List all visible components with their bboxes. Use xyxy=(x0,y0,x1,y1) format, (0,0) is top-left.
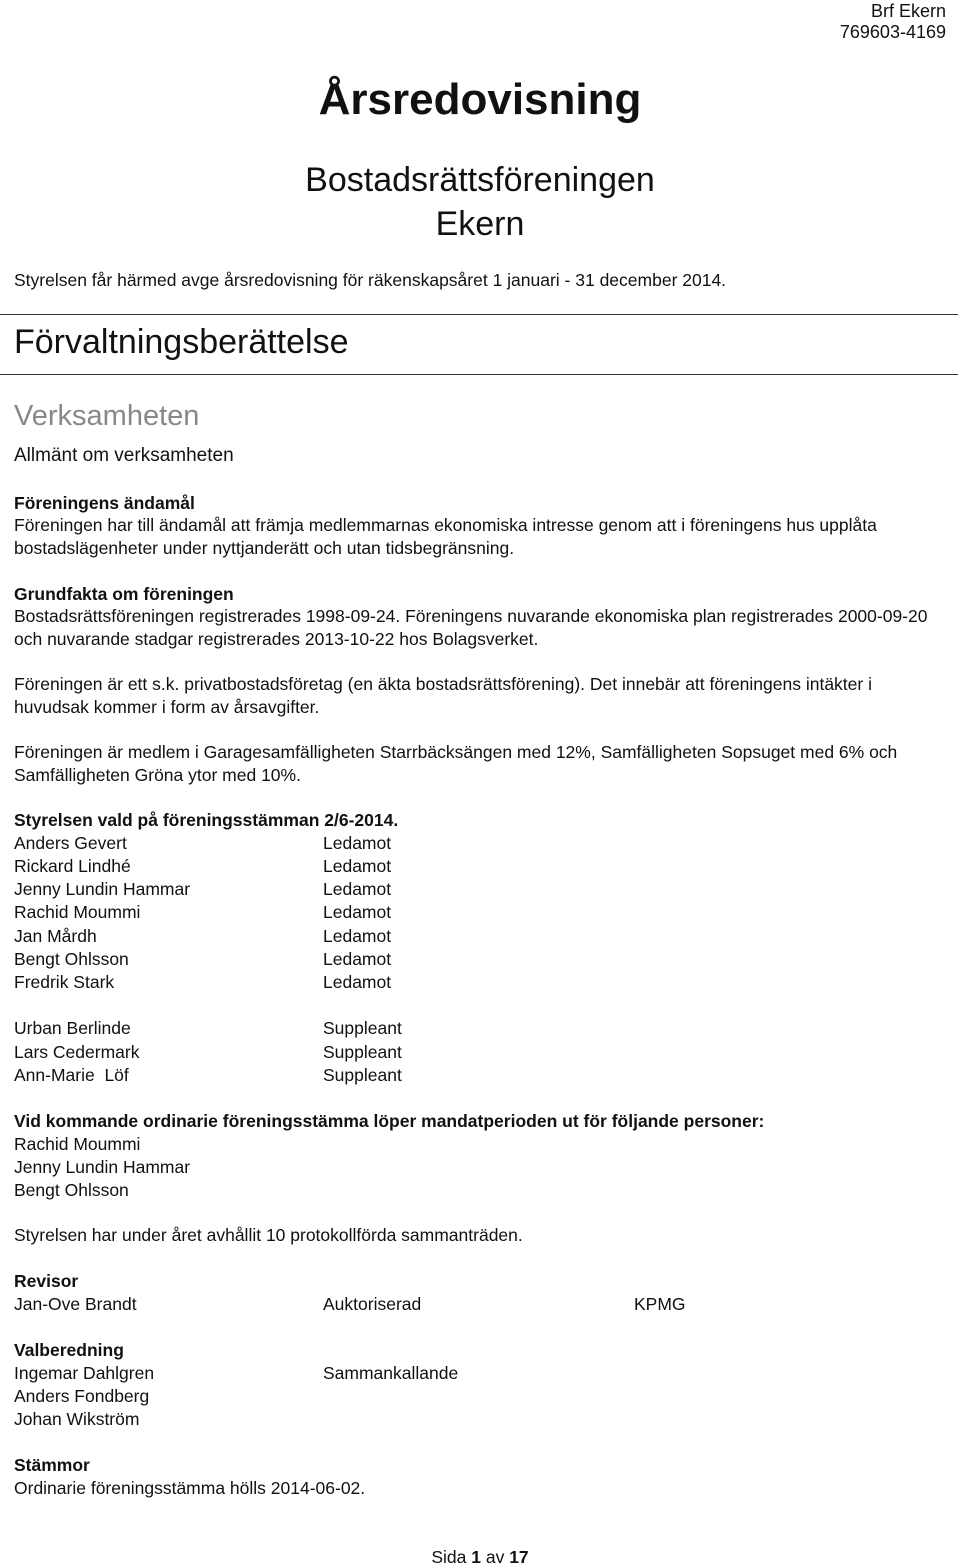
board-member-name: Bengt Ohlsson xyxy=(14,949,129,969)
facts-p3-line1: Föreningen är medlem i Garagesamfälligheten Starrbäcksängen med 12%, Samfälligheten Sopsuget med 6% och xyxy=(14,742,898,762)
board-member-name: Jenny Lundin Hammar xyxy=(14,879,191,899)
meetings-text: Styrelsen har under året avhållit 10 protokollförda sammanträden. xyxy=(14,1225,523,1245)
section-rule-bottom xyxy=(0,374,958,375)
footer-page-number: 1 xyxy=(471,1547,481,1567)
board-deputy-name: Urban Berlinde xyxy=(14,1018,131,1038)
footer-page-total: 17 xyxy=(509,1547,529,1567)
nomination-heading: Valberedning xyxy=(14,1340,124,1360)
facts-p1-line1: Bostadsrättsföreningen registrerades 1998-09-24. Föreningens nuvarande ekonomiska plan registrerades 2000-09-20 xyxy=(14,606,928,626)
board-member-name: Fredrik Stark xyxy=(14,972,115,992)
footer-page-mid: av xyxy=(485,1547,505,1567)
board-member-role: Ledamot xyxy=(323,926,392,946)
board-member-role: Ledamot xyxy=(323,856,392,876)
board-member-role: Ledamot xyxy=(323,902,392,922)
auditor-title: Auktoriserad xyxy=(323,1294,422,1314)
purpose-line-2: bostadslägenheter under nyttjanderätt och utan tidsbegränsning. xyxy=(14,538,515,558)
document-title: Årsredovisning xyxy=(318,75,642,124)
nomination-member-name: Anders Fondberg xyxy=(14,1386,150,1406)
board-deputy-name: Ann-Marie Löf xyxy=(14,1065,129,1085)
board-heading: Styrelsen vald på föreningsstämman 2/6-2014. xyxy=(14,810,399,830)
header-org-name: Brf Ekern xyxy=(870,1,946,21)
intro-text: Styrelsen får härmed avge årsredovisning för räkenskapsåret 1 januari - 31 december 2014. xyxy=(14,270,727,290)
auditor-heading: Revisor xyxy=(14,1271,79,1291)
purpose-line-1: Föreningen har till ändamål att främja medlemmarnas ekonomiska intresse genom att i föreningens hus upplåta xyxy=(14,515,877,535)
auditor-name: Jan-Ove Brandt xyxy=(14,1294,137,1314)
section-rule-top xyxy=(0,314,958,315)
auditor-firm: KPMG xyxy=(634,1294,686,1314)
page-footer xyxy=(0,1546,960,1568)
nomination-member-name: Johan Wikström xyxy=(14,1409,140,1429)
subsection-title: Verksamheten xyxy=(14,400,200,432)
facts-p3-line2: Samfälligheten Gröna ytor med 10%. xyxy=(14,765,301,785)
header-org-number: 769603-4169 xyxy=(839,22,946,42)
facts-p2-line2: huvudsak kommer i form av årsavgifter. xyxy=(14,697,320,717)
general-heading: Allmänt om verksamheten xyxy=(14,445,234,466)
term-person: Rachid Moummi xyxy=(14,1134,141,1154)
board-member-name: Jan Mårdh xyxy=(14,926,97,946)
assemblies-heading: Stämmor xyxy=(14,1455,90,1475)
facts-heading: Grundfakta om föreningen xyxy=(14,584,234,604)
board-member-name: Rachid Moummi xyxy=(14,902,141,922)
board-deputy-role: Suppleant xyxy=(323,1065,402,1085)
board-member-role: Ledamot xyxy=(323,972,392,992)
term-person: Bengt Ohlsson xyxy=(14,1180,129,1200)
purpose-heading: Föreningens ändamål xyxy=(14,493,195,513)
facts-p2-line1: Föreningen är ett s.k. privatbostadsföretag (en äkta bostadsrättsförening). Det innebär att föreningens intäkter i xyxy=(14,674,872,694)
board-deputy-role: Suppleant xyxy=(323,1042,402,1062)
nomination-member-role: Sammankallande xyxy=(323,1363,459,1383)
term-person: Jenny Lundin Hammar xyxy=(14,1157,191,1177)
facts-p1-line2: och nuvarande stadgar registrerades 2013-10-22 hos Bolagsverket. xyxy=(14,629,539,649)
document-subtitle-line2: Ekern xyxy=(435,205,525,243)
nomination-member-name: Ingemar Dahlgren xyxy=(14,1363,155,1383)
board-member-role: Ledamot xyxy=(323,949,392,969)
footer-page-prefix: Sida xyxy=(431,1547,467,1567)
term-heading: Vid kommande ordinarie föreningsstämma löper mandatperioden ut för följande personer: xyxy=(14,1111,765,1131)
board-deputy-name: Lars Cedermark xyxy=(14,1042,140,1062)
board-deputy-role: Suppleant xyxy=(323,1018,402,1038)
section-title: Förvaltningsberättelse xyxy=(14,323,349,361)
assemblies-text: Ordinarie föreningsstämma hölls 2014-06-02. xyxy=(14,1478,366,1498)
board-member-role: Ledamot xyxy=(323,879,392,899)
board-member-name: Rickard Lindhé xyxy=(14,856,131,876)
board-member-role: Ledamot xyxy=(323,833,392,853)
board-member-name: Anders Gevert xyxy=(14,833,127,853)
document-subtitle-line1: Bostadsrättsföreningen xyxy=(305,161,655,199)
